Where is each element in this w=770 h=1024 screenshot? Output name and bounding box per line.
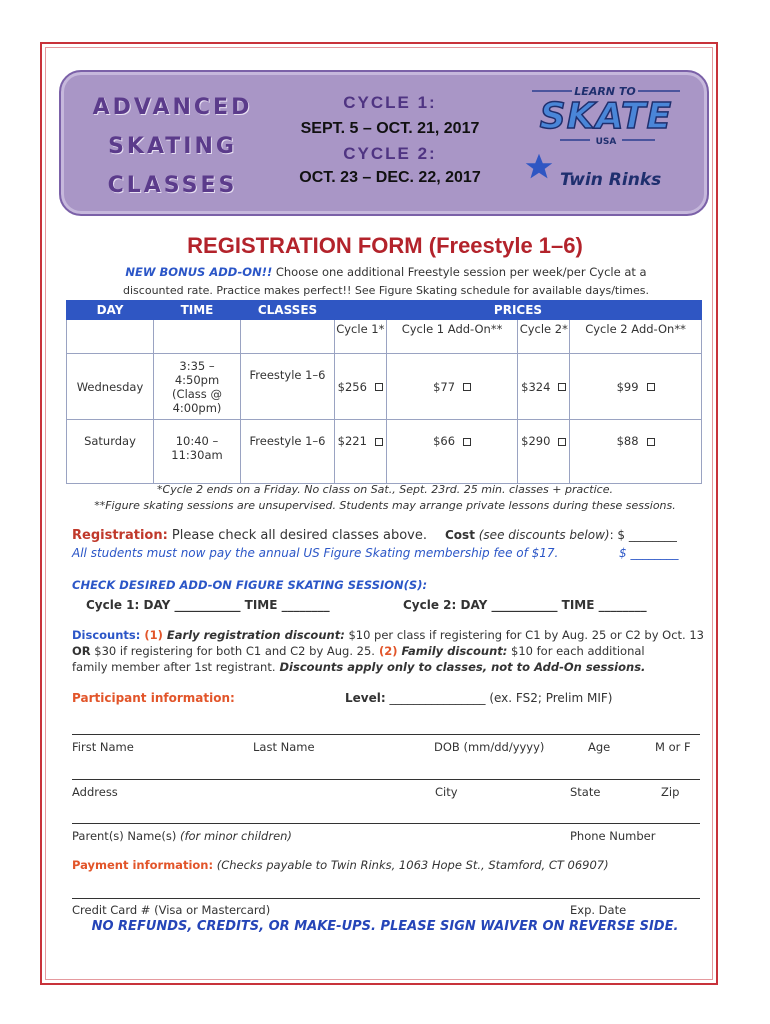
discount-title-2: Family discount: <box>397 644 508 658</box>
price-value: $290 <box>521 434 551 448</box>
note-cycle2: *Cycle 2 ends on a Friday. No class on Sat., Sept. 23rd. 25 min. classes + practice. <box>157 483 613 496</box>
twin-rinks-logo-text: Twin Rinks <box>560 170 662 190</box>
addon-cycle2[interactable]: Cycle 2: DAY ___________ TIME ________ <box>403 598 647 612</box>
parent-name-field[interactable] <box>72 829 292 843</box>
divider <box>72 734 700 735</box>
cost-note: (see discounts below) <box>474 528 610 542</box>
price-cell <box>518 420 570 484</box>
discount-detail-2: $10 for each additional <box>507 644 645 658</box>
registration-text: Please check all desired classes above. <box>167 528 427 543</box>
registration-label: Registration: <box>72 528 168 543</box>
price-value: $221 <box>337 434 367 448</box>
membership-line <box>72 545 704 562</box>
phone-field[interactable]: Phone Number <box>570 829 656 843</box>
logo-main-text: SKATE <box>539 96 673 137</box>
checkbox[interactable] <box>463 438 471 446</box>
divider <box>72 779 700 780</box>
zip-field[interactable]: Zip <box>661 785 680 799</box>
age-field[interactable]: Age <box>588 740 611 754</box>
row-class: Freestyle 1–6 <box>241 354 335 420</box>
discount-both: $30 if registering for both C1 and C2 by Aug. 25. <box>90 644 375 658</box>
discount-family: family member after 1st registrant. <box>72 660 276 674</box>
intro-text-1: Choose one additional Freestyle session per week/per Cycle at a <box>272 265 647 279</box>
banner-title-line: CLASSES <box>107 173 238 198</box>
price-cell <box>570 354 702 420</box>
exp-date-field[interactable]: Exp. Date <box>570 903 627 917</box>
header-classes: CLASSES <box>241 301 335 320</box>
price-header: Cycle 2 Add-On** <box>570 320 702 354</box>
header-prices: PRICES <box>335 301 702 320</box>
gender-field[interactable]: M or F <box>655 740 691 754</box>
checkbox[interactable] <box>375 383 383 391</box>
cost-label: Cost <box>445 528 475 542</box>
cycle2-dates: OCT. 23 – DEC. 22, 2017 <box>299 169 481 186</box>
price-value: $66 <box>433 434 456 448</box>
checkbox[interactable] <box>558 438 566 446</box>
header-day: DAY <box>67 301 154 320</box>
header-time: TIME <box>154 301 241 320</box>
price-cell <box>335 420 387 484</box>
logo-top-text: LEARN TO <box>574 85 636 98</box>
footer-notice: NO REFUNDS, CREDITS, OR MAKE-UPS. PLEASE SIGN WAIVER ON REVERSE SIDE. <box>91 919 679 934</box>
registration-line <box>72 527 704 544</box>
price-value: $324 <box>521 379 551 394</box>
participant-line <box>72 690 704 707</box>
address-field[interactable]: Address <box>72 785 118 799</box>
state-field[interactable]: State <box>570 785 601 799</box>
membership-text: All students must now pay the annual US Figure Skating membership fee of $17. <box>72 546 559 560</box>
discount-or: OR <box>72 644 91 658</box>
cost-blank[interactable]: : $ ________ <box>609 528 677 542</box>
checkbox[interactable] <box>375 438 383 446</box>
checkbox[interactable] <box>463 383 471 391</box>
row-time: 3:35 – 4:50pm (Class @ 4:00pm) <box>154 354 241 420</box>
payment-label: Payment information: <box>72 858 214 872</box>
learn-to-skate-logo <box>520 82 700 192</box>
table-row <box>67 420 702 484</box>
discounts-label: Discounts: <box>72 628 141 642</box>
level-label: Level: <box>345 691 386 705</box>
price-cell <box>386 420 518 484</box>
twin-rinks-star-icon <box>526 154 553 179</box>
form-title <box>0 233 770 259</box>
form-title-sub: (Freestyle 1–6) <box>428 233 583 258</box>
addon-heading: CHECK DESIRED ADD-ON FIGURE SKATING SESSION(S): <box>72 578 428 592</box>
price-value: $256 <box>337 379 367 394</box>
logo-sub-text: USA <box>595 137 617 147</box>
note-unsupervised: **Figure skating sessions are unsupervised. Students may arrange private lessons during these sessions. <box>94 499 676 512</box>
intro-line-2: discounted rate. Practice makes perfect!! See Figure Skating schedule for available days/times. <box>123 284 649 297</box>
membership-blank[interactable]: $ ________ <box>619 546 679 560</box>
divider <box>72 823 700 824</box>
cycle1-label: CYCLE 1: <box>343 93 437 112</box>
cycle2-label: CYCLE 2: <box>343 144 437 163</box>
city-field[interactable]: City <box>435 785 458 799</box>
dob-field[interactable]: DOB (mm/dd/yyyy) <box>434 740 545 754</box>
cycle1-dates: SEPT. 5 – OCT. 21, 2017 <box>300 120 480 137</box>
discount-line-3 <box>72 659 704 676</box>
last-name-field[interactable]: Last Name <box>253 740 315 754</box>
payment-line <box>72 857 704 874</box>
intro-highlight: NEW BONUS ADD-ON!! <box>125 265 273 279</box>
divider <box>72 898 700 899</box>
banner-title-line: SKATING <box>108 134 237 159</box>
price-value: $99 <box>616 379 639 394</box>
credit-card-field[interactable]: Credit Card # (Visa or Mastercard) <box>72 903 271 917</box>
table-row <box>67 354 702 420</box>
discount-num-1: (1) <box>140 628 163 642</box>
intro-line-1 <box>70 264 702 281</box>
banner-title <box>80 88 265 205</box>
price-header: Cycle 1* <box>335 320 387 354</box>
parent-note: (for minor children) <box>176 829 292 843</box>
checkbox[interactable] <box>647 438 655 446</box>
level-field[interactable]: ________________ <box>389 691 486 705</box>
discount-num-2: (2) <box>374 644 398 658</box>
discount-line-2 <box>72 643 704 660</box>
first-name-field[interactable]: First Name <box>72 740 134 754</box>
discount-only-classes: Discounts apply only to classes, not to Add-On sessions. <box>275 660 646 674</box>
price-cell <box>386 354 518 420</box>
banner-title-line: ADVANCED <box>92 95 253 120</box>
parent-label: Parent(s) Name(s) <box>72 829 177 843</box>
checkbox[interactable] <box>558 383 566 391</box>
row-day: Wednesday <box>67 354 154 420</box>
row-time: 10:40 – 11:30am <box>154 420 241 484</box>
addon-cycle1[interactable]: Cycle 1: DAY ___________ TIME ________ <box>86 598 330 612</box>
row-class: Freestyle 1–6 <box>241 420 335 484</box>
price-header: Cycle 1 Add-On** <box>386 320 518 354</box>
price-cell <box>570 420 702 484</box>
form-title-main: REGISTRATION FORM <box>187 233 423 258</box>
row-day: Saturday <box>67 420 154 484</box>
price-value: $77 <box>433 379 456 394</box>
price-cell <box>518 354 570 420</box>
price-header: Cycle 2* <box>518 320 570 354</box>
price-cell <box>335 354 387 420</box>
payment-text: (Checks payable to Twin Rinks, 1063 Hope St., Stamford, CT 06907) <box>213 858 609 872</box>
discount-detail-1: $10 per class if registering for C1 by Aug. 25 or C2 by Oct. 13 <box>344 628 705 642</box>
discount-title-1: Early registration discount: <box>162 628 345 642</box>
checkbox[interactable] <box>647 383 655 391</box>
discount-line-1 <box>72 627 704 644</box>
price-value: $88 <box>616 434 639 448</box>
level-example: (ex. FS2; Prelim MIF) <box>489 691 613 705</box>
participant-label: Participant information: <box>72 691 235 705</box>
price-table <box>66 300 702 484</box>
